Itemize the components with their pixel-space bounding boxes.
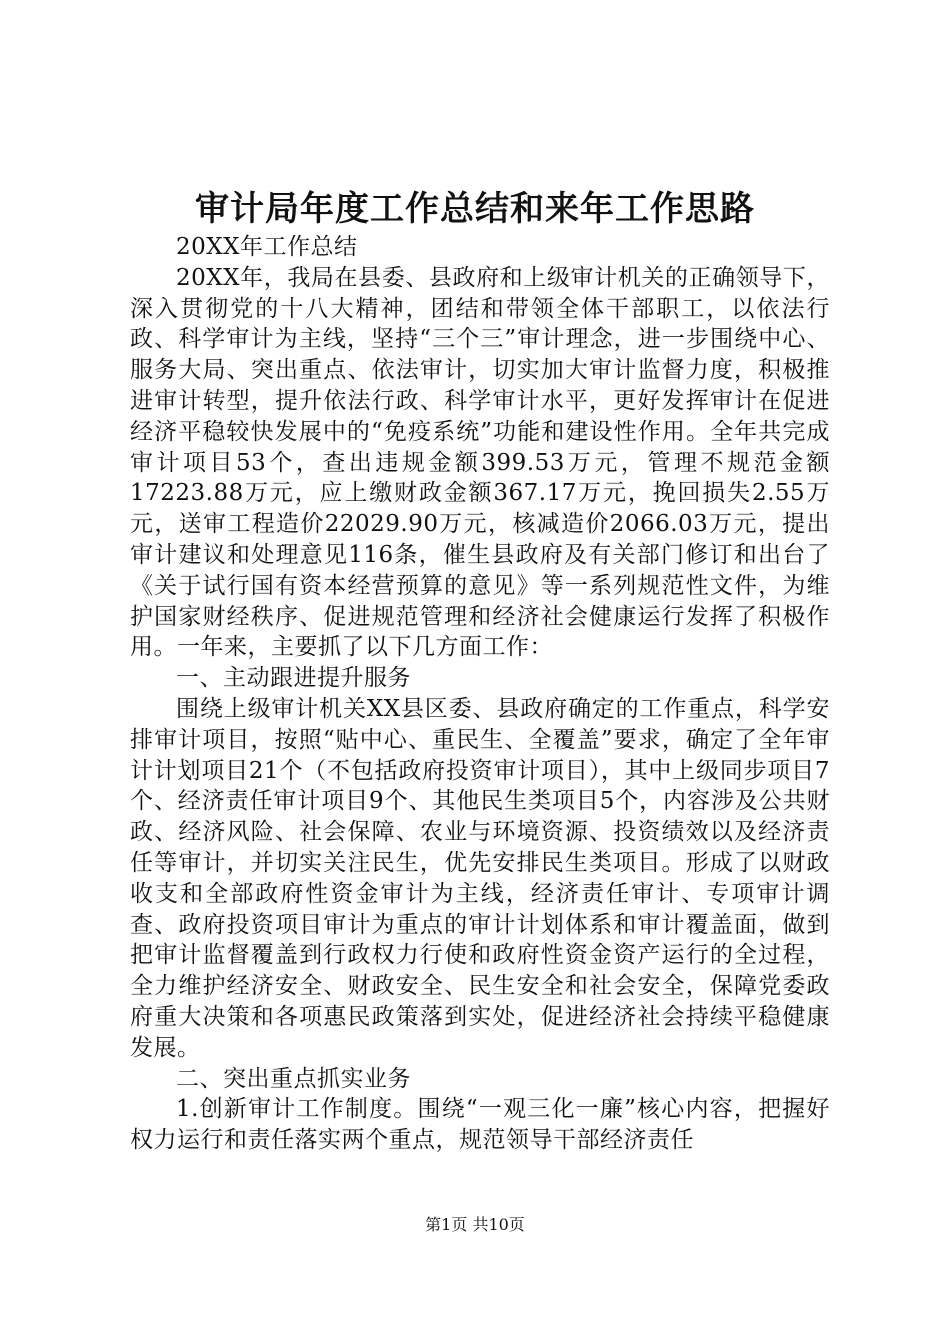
business-paragraph: 1.创新审计工作制度。围绕“一观三化一廉”核心内容，把握好权力运行和责任落实两个重点，规范领导干部经济责任	[130, 1096, 830, 1154]
document-title: 审计局年度工作总结和来年工作思路	[195, 189, 755, 229]
service-paragraph: 围绕上级审计机关XX县区委、县政府确定的工作重点，科学安排审计项目，按照“贴中心、重民生、全覆盖”要求，确定了全年审计计划项目21个（不包括政府投资审计项目），其中上级同步项目7个、经济责任审计项目9个、其他民生类项目5个，内容涉及公共财政、经济风险、社会保障、农业与环境资源、投资绩效以及经济责任等审计，并切实关注民生，优先安排民生类项目。形成了以财政收支和全部政府性资金审计为主线，经济责任审计、专项审计调查、政府投资项目审计为重点的审计计划体系和审计覆盖面，做到把审计监督覆盖到行政权力行使和政府性资金资产运行的全过程，全力维护经济安全、财政安全、民生安全和社会安全，保障党委政府重大决策和各项惠民政策落到实处，促进经济社会持续平稳健康发展。	[130, 695, 830, 1061]
section-heading-service: 一、主动跟进提升服务	[176, 665, 411, 692]
intro-paragraph: 20XX年，我局在县委、县政府和上级审计机关的正确领导下，深入贯彻党的十八大精神，团结和带领全体干部职工，以依法行政、科学审计为主线，坚持“三个三”审计理念，进一步围绕中心、服务大局、突出重点、依法审计，切实加大审计监督力度，积极推进审计转型，提升依法行政、科学审计水平，更好发挥审计在促进经济平稳较快发展中的“免疫系统”功能和建设性作用。全年共完成审计项目53个，查出违规金额399.53万元，管理不规范金额17223.88万元，应上缴财政金额367.17万元，挽回损失2.55万元，送审工程造价22029.90万元，核减造价2066.03万元，提出审计建议和处理意见116条，催生县政府及有关部门修订和出台了《关于试行国有资本经营预算的意见》等一系列规范性文件，为维护国家财经秩序、促进规范管理和经济社会健康运行发挥了积极作用。一年来，主要抓了以下几方面工作：	[130, 264, 830, 661]
page-number: 第1页 共10页	[425, 1215, 525, 1234]
document-body	[130, 232, 830, 1156]
section-heading-business: 二、突出重点抓实业务	[176, 1065, 411, 1092]
section-heading-summary: 20XX年工作总结	[176, 234, 358, 260]
